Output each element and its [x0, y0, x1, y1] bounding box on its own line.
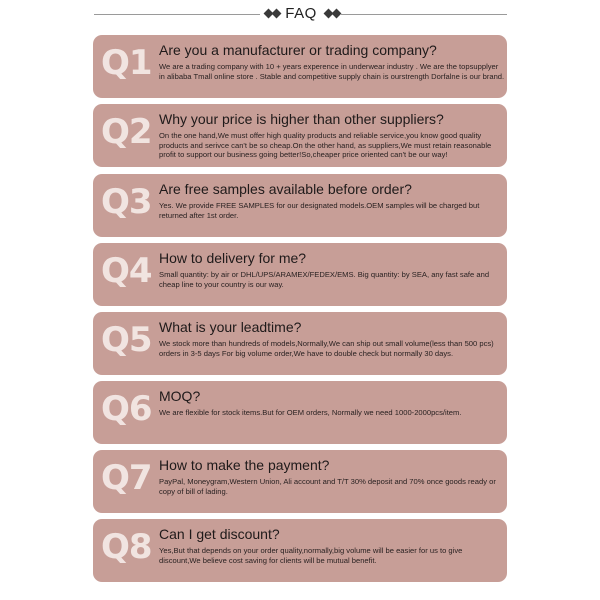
answer-text: We are a trading company with 10 + years experence in underwear industry . We are the topsupplyer in alibaba Tmall online store . Stable and competitive supply chain is ourstrength Dorfalne is our brand.	[159, 62, 505, 81]
question-number: Q7	[101, 458, 152, 498]
question-text: How to make the payment?	[159, 457, 330, 473]
question-number: Q4	[101, 251, 152, 291]
question-text: What is your leadtime?	[159, 319, 302, 335]
question-number: Q2	[101, 112, 152, 152]
faq-card-q5	[93, 312, 507, 375]
question-text: Are free samples available before order?	[159, 181, 412, 197]
question-text: How to delivery for me?	[159, 250, 307, 266]
question-number: Q1	[101, 43, 152, 83]
page-title: FAQ	[285, 5, 317, 22]
faq-card-q1	[93, 35, 507, 98]
question-number: Q8	[101, 527, 152, 567]
question-text: Are you a manufacturer or trading company?	[159, 42, 437, 58]
faq-card-q4	[93, 243, 507, 306]
question-text: Can I get discount?	[159, 526, 280, 542]
answer-text: We stock more than hundreds of models,Normally,We can ship out small volume(less than 500 pcs) orders in 3-5 days For big volume order,We have to double check but normally 30 days.	[159, 339, 494, 358]
answer-text: Small quantity: by air or DHL/UPS/ARAMEX/FEDEX/EMS. Big quantity: by SEA, any fast safe and cheap line to your country is our way.	[159, 270, 490, 289]
answer-text: PayPal, Moneygram,Western Union, Ali account and T/T 30% deposit and 70% once goods ready or copy of bill of lading.	[159, 477, 496, 496]
faq-card-q7	[93, 450, 507, 513]
header-divider-right	[341, 14, 507, 15]
answer-text: Yes,But that depends on your order quality,normally,big volume will be easier for us to give discount,We believe cost saving for clients will be mutual benefit.	[159, 546, 463, 565]
faq-card-q8	[93, 519, 507, 582]
question-text: MOQ?	[159, 388, 201, 404]
faq-card-q6	[93, 381, 507, 444]
header-divider-left	[94, 14, 260, 15]
answer-text: Yes. We provide FREE SAMPLES for our designated models.OEM samples will be charged but returned after 1st order.	[159, 201, 480, 220]
diamond-icon	[332, 9, 342, 19]
question-number: Q3	[101, 182, 152, 222]
faq-card-q2	[93, 104, 507, 167]
faq-card-q3	[93, 174, 507, 237]
question-number: Q5	[101, 320, 152, 360]
answer-text: We are flexible for stock items.But for OEM orders, Normally we need 1000-2000pcs/item.	[159, 408, 462, 417]
question-text: Why your price is higher than other suppliers?	[159, 111, 444, 127]
answer-text: On the one hand,We must offer high quality products and reliable service,you know good quality products and serivce can't be so cheap.On the other hand, as suppliers,We must retain reasonable profit to support our business going better!So,cheaper price oriented can't be our way!	[159, 131, 492, 160]
question-number: Q6	[101, 389, 152, 429]
faq-header	[0, 4, 600, 26]
